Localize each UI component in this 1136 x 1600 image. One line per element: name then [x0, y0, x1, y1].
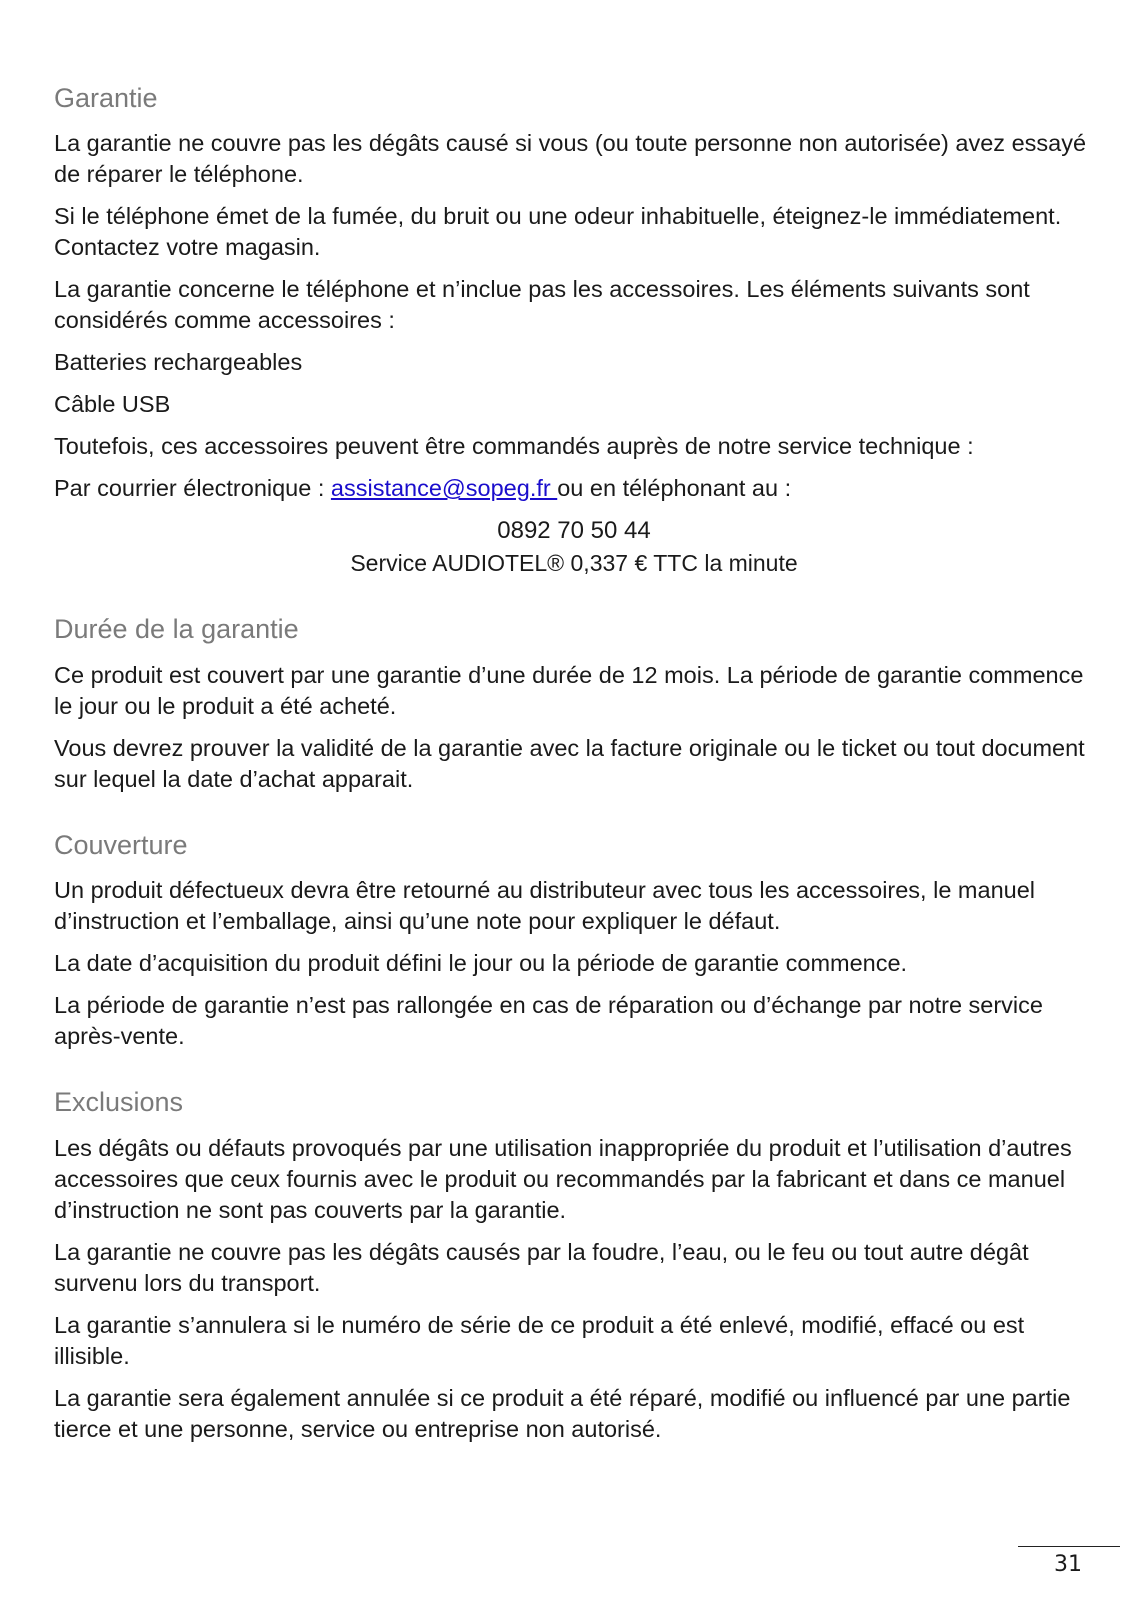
paragraph: La période de garantie n’est pas rallongée en cas de réparation ou d’échange par notre service après-vente.	[54, 992, 1043, 1050]
accessory-item: Câble USB	[54, 391, 171, 418]
section-exclusions	[54, 1086, 1094, 1444]
paragraph: La garantie sera également annulée si ce produit a été réparé, modifié ou influencé par une partie tierce et une personne, service ou entreprise non autorisé.	[54, 1384, 1071, 1442]
service-rate: Service AUDIOTEL® 0,337 € TTC la minute	[350, 550, 798, 577]
page-number-rule	[1018, 1546, 1120, 1547]
paragraph: Ce produit est couvert par une garantie d’une durée de 12 mois. La période de garantie commence le jour ou le produit a été acheté.	[54, 661, 1084, 719]
heading-garantie: Garantie	[54, 83, 158, 113]
email-link[interactable]: assistance@sopeg.fr	[330, 475, 558, 502]
paragraph: La garantie s’annulera si le numéro de série de ce produit a été enlevé, modifié, effacé ou est illisible.	[54, 1311, 1025, 1369]
contact-prefix: Par courrier électronique :	[54, 475, 331, 502]
section-duree	[54, 613, 1094, 794]
section-couverture	[54, 829, 1094, 1052]
accessory-item: Batteries rechargeables	[54, 349, 303, 376]
heading-duree: Durée de la garantie	[54, 614, 299, 645]
paragraph: Les dégâts ou défauts provoqués par une utilisation inappropriée du produit et l’utilisation d’autres accessoires que ceux fournis avec le produit ou recommandés par la fabricant et dans ce manuel d’instruction ne sont pas couverts par la garantie.	[54, 1134, 1072, 1223]
phone-number: 0892 70 50 44	[497, 517, 651, 545]
paragraph: Toutefois, ces accessoires peuvent être commandés auprès de notre service technique :	[54, 433, 974, 460]
heading-couverture: Couverture	[54, 829, 188, 860]
document-page	[54, 82, 1094, 1456]
paragraph: La garantie ne couvre pas les dégâts causés par la foudre, l’eau, ou le feu ou tout autre dégât survenu lors du transport.	[54, 1238, 1029, 1296]
paragraph: La garantie concerne le téléphone et n’inclue pas les accessoires. Les éléments suivants sont considérés comme accessoires :	[54, 276, 1030, 334]
section-garantie	[54, 82, 1094, 579]
paragraph: Si le téléphone émet de la fumée, du bruit ou une odeur inhabituelle, éteignez-le immédiatement. Contactez votre magasin.	[54, 203, 1062, 261]
heading-exclusions: Exclusions	[54, 1087, 184, 1118]
contact-suffix: ou en téléphonant au :	[557, 475, 792, 502]
paragraph: La date d’acquisition du produit défini le jour ou la période de garantie commence.	[54, 950, 908, 977]
paragraph: Un produit défectueux devra être retourné au distributeur avec tous les accessoires, le manuel d’instruction et l’emballage, ainsi qu’une note pour expliquer le défaut.	[54, 877, 1036, 935]
contact-line	[54, 473, 1094, 504]
paragraph: La garantie ne couvre pas les dégâts causé si vous (ou toute personne non autorisée) avez essayé de réparer le téléphone.	[54, 130, 1087, 188]
page-number: 31	[1054, 1552, 1082, 1577]
paragraph: Vous devrez prouver la validité de la garantie avec la facture originale ou le ticket ou tout document sur lequel la date d’achat apparait.	[54, 734, 1085, 792]
